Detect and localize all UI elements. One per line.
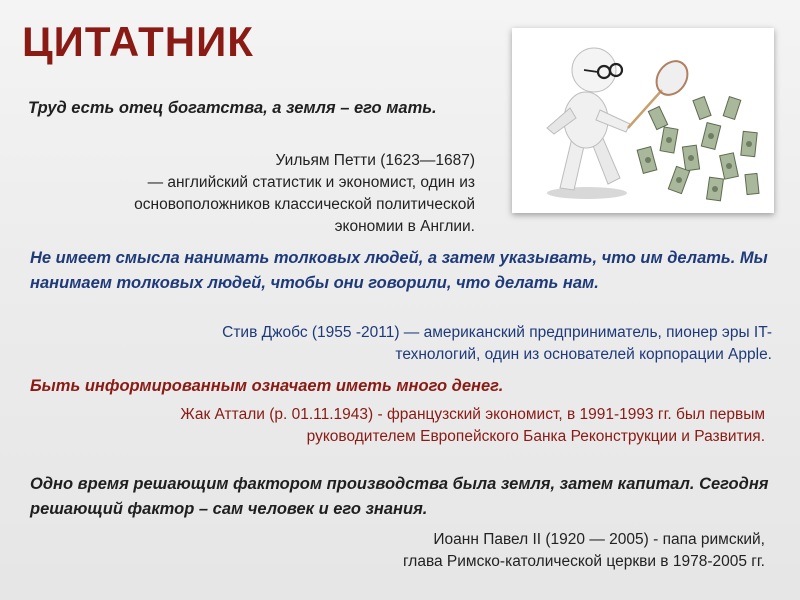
author-line: технологий, один из основателей корпорации Apple. (395, 346, 772, 363)
quote-jobs: Не имеет смысла нанимать толковых людей, а затем указывать, что им делать. Мы нанимаем толковых людей, чтобы они говорили, что делать нам. (30, 249, 768, 292)
author-attali (30, 404, 765, 448)
page-title: ЦИТАТНИК (22, 18, 254, 65)
money-net-illustration (512, 28, 774, 213)
author-line: Жак Аттали (р. 01.11.1943) - французский экономист, в 1991-1993 гг. был первым (180, 406, 765, 423)
author-petty (30, 150, 475, 238)
author-line: экономии в Англии. (334, 218, 475, 235)
author-line: Стив Джобс (1955 -2011) — американский предприниматель, пионер эры IT- (222, 324, 772, 341)
illustration-image (512, 28, 774, 213)
author-line: Уильям Петти (1623—1687) (275, 152, 475, 169)
author-john-paul (30, 529, 765, 573)
author-line: — английский статистик и экономист, один из (147, 174, 475, 191)
author-line: основоположников классической политической (134, 196, 475, 213)
quote-john-paul: Одно время решающим фактором производства была земля, затем капитал. Сегодня решающий фактор – сам человек и его знания. (30, 475, 769, 518)
quote-petty: Труд есть отец богатства, а земля – его мать. (28, 99, 437, 117)
author-line: глава Римско-католической церкви в 1978-2005 гг. (402, 553, 765, 570)
author-line: Иоанн Павел II (1920 — 2005) - папа римский, (433, 531, 765, 548)
author-line: руководителем Европейского Банка Реконструкции и Развития. (306, 428, 765, 445)
author-jobs (40, 322, 772, 366)
quote-attali: Быть информированным означает иметь много денег. (30, 377, 504, 395)
